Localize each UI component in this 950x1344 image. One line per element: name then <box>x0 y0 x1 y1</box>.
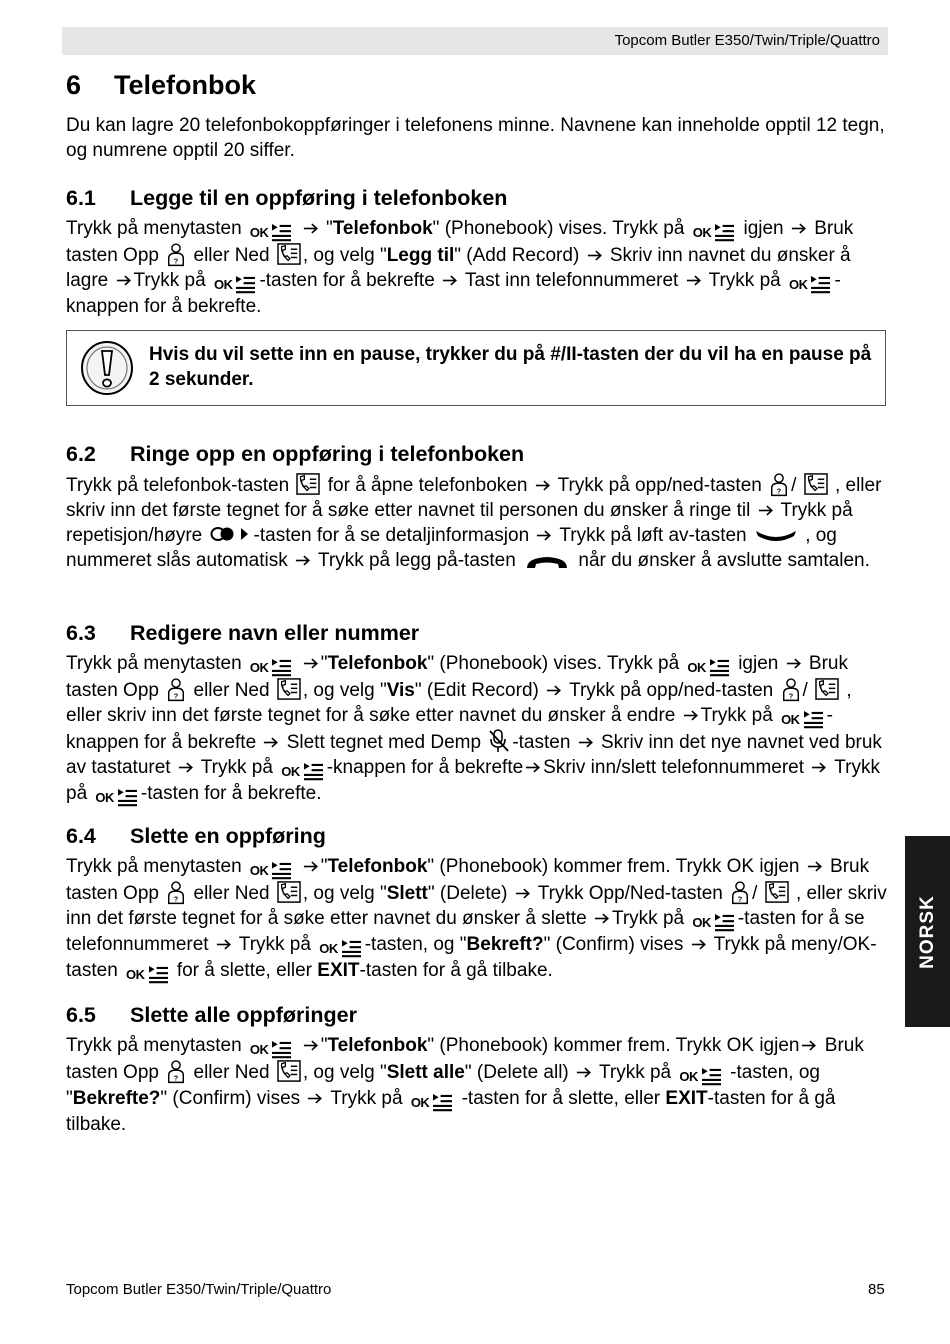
phonebook-icon <box>277 881 301 903</box>
mute-icon <box>488 729 510 753</box>
text-run: EXIT <box>317 960 360 981</box>
text-run: , og velg " <box>302 245 387 266</box>
arrow-icon <box>587 249 603 262</box>
text-run: Bruk tasten Opp <box>66 1035 864 1083</box>
ok-label: OK <box>410 1095 430 1110</box>
text-run: -tasten, og " <box>66 1062 820 1109</box>
text-run: " (Phonebook) vises. Trykk på <box>432 218 685 239</box>
text-run: Trykk på <box>66 757 880 804</box>
up-key-icon <box>769 472 789 497</box>
section-heading-6-5 <box>66 1002 357 1028</box>
text-run: Legg til <box>386 245 455 266</box>
arrow-icon <box>807 860 823 873</box>
text-run: Trykk på telefonbok-tasten <box>66 475 290 496</box>
ok-label: OK <box>692 915 711 930</box>
arrow-icon <box>303 222 319 235</box>
ok-menu-icon <box>319 939 362 958</box>
text-run: -knappen for å bekrefte <box>326 757 524 778</box>
arrow-icon <box>525 761 541 774</box>
section-title: Legge til en oppføring i telefonboken <box>130 186 508 210</box>
text-run: -tasten for å se telefonnummeret <box>66 908 865 955</box>
text-run: , og velg " <box>302 680 387 701</box>
section-title: Ringe opp en oppføring i telefonboken <box>130 442 525 466</box>
text-run: Bekrefte? <box>72 1088 161 1109</box>
text-run: Trykk på <box>598 1062 672 1083</box>
text-run: Skriv inn/slett telefonnummeret <box>543 757 805 778</box>
section-body-6-3 <box>66 651 888 807</box>
text-run: Trykk på opp/ned-tasten <box>569 680 774 701</box>
text-run: Skriv inn navnet du ønsker å lagre <box>66 245 851 291</box>
ok-label: OK <box>249 225 269 240</box>
ok-menu-icon <box>781 710 824 729</box>
text-run: Trykk Opp/Ned-tasten <box>537 883 723 904</box>
phonebook-icon <box>765 881 789 903</box>
ok-label: OK <box>95 790 114 805</box>
text-run: " (Delete all) <box>464 1062 569 1083</box>
section-body-6-5 <box>66 1033 888 1137</box>
ok-label: OK <box>126 967 145 982</box>
text-run: Trykk på <box>133 270 206 291</box>
ok-menu-icon <box>250 223 293 242</box>
phonebook-icon <box>804 473 828 495</box>
text-run: Trykk på <box>238 934 311 955</box>
text-run: Trykk på meny/OK-tasten <box>66 934 877 981</box>
section-body-6-4 <box>66 854 888 984</box>
ok-label: OK <box>788 277 808 292</box>
up-key-icon <box>166 677 186 702</box>
section-title: Redigere navn eller nummer <box>130 621 420 645</box>
text-run: " (Delete) <box>427 883 508 904</box>
phonebook-icon <box>277 1060 301 1082</box>
text-run: / <box>752 883 758 904</box>
text-run: , eller skriv inn det første tegnet for å søke etter navnet til personen du ønsker å ringe til <box>66 475 882 521</box>
chapter-title: Telefonbok <box>114 70 257 100</box>
arrow-icon <box>303 1039 319 1052</box>
phonebook-icon <box>277 678 301 700</box>
text-run: / <box>802 680 808 701</box>
on-hook-icon <box>523 552 571 572</box>
text-run: -tasten for å gå tilbake. <box>359 960 553 981</box>
text-run: for å åpne telefonboken <box>327 475 528 496</box>
ok-label: OK <box>781 712 800 727</box>
text-run: Trykk på repetisjon/høyre <box>66 500 853 546</box>
text-run: eller Ned <box>193 883 270 904</box>
text-run: -knappen for å bekrefte. <box>66 270 841 317</box>
text-run: Skriv inn det nye navnet ved bruk av tastaturet <box>66 732 882 778</box>
text-run: Telefonbok <box>327 1035 428 1056</box>
ok-menu-icon <box>250 1040 293 1059</box>
text-run: Trykk på menytasten <box>66 1035 242 1056</box>
text-run: Telefonbok <box>332 218 433 239</box>
text-run: Tast inn telefonnummeret <box>465 270 679 291</box>
section-number: 6.3 <box>66 621 96 645</box>
arrow-icon <box>691 938 707 951</box>
text-run: " (Edit Record) <box>414 680 539 701</box>
text-run: Telefonbok <box>327 856 428 877</box>
section-number: 6.2 <box>66 442 96 466</box>
arrow-icon <box>811 761 827 774</box>
text-run: igjen <box>743 218 784 239</box>
text-run: -tasten for å slette, eller <box>461 1088 661 1109</box>
text-run: -knappen for å bekrefte <box>66 705 833 753</box>
text-run: Bruk tasten Opp <box>66 218 854 266</box>
note-text: Hvis du vil sette inn en pause, trykker du på #/II-tasten der du vil ha en pause på 2 sekunder. <box>149 344 872 390</box>
text-run: igjen <box>738 653 779 674</box>
chapter-heading <box>66 70 256 101</box>
text-run: Trykk på løft av-tasten <box>559 525 747 546</box>
ok-menu-icon <box>250 658 293 677</box>
ok-menu-icon <box>692 913 735 932</box>
section-heading-6-2 <box>66 441 524 467</box>
ok-menu-icon <box>693 223 736 242</box>
section-number: 6.4 <box>66 824 96 848</box>
text-run: Trykk på <box>330 1088 403 1109</box>
up-key-icon <box>166 880 186 905</box>
arrow-icon <box>263 736 279 749</box>
text-run: for å slette, eller <box>176 960 312 981</box>
arrow-icon <box>801 1039 817 1052</box>
chapter-number: 6 <box>66 70 82 100</box>
exclamation-icon <box>79 339 135 402</box>
text-run: Slett tegnet med Demp <box>286 732 482 753</box>
arrow-icon <box>578 736 594 749</box>
off-hook-icon <box>754 527 798 543</box>
intro-paragraph: Du kan lagre 20 telefonbokoppføringer i telefonens minne. Navnene kan inneholde opptil 12 tegn, og numrene opptil 20 siffer. <box>66 115 885 161</box>
arrow-icon <box>303 657 319 670</box>
arrow-icon <box>216 938 232 951</box>
arrow-icon <box>683 709 699 722</box>
arrow-icon <box>295 554 311 567</box>
ok-label: OK <box>692 225 712 240</box>
text-run: Trykk på <box>708 270 781 291</box>
section-heading-6-4 <box>66 823 326 849</box>
text-run: Trykk på menytasten <box>66 653 242 674</box>
arrow-icon <box>178 761 194 774</box>
note-box <box>66 330 886 406</box>
ok-label: OK <box>249 863 269 878</box>
text-run: " <box>325 218 333 239</box>
page-number: 85 <box>868 1281 885 1298</box>
arrow-icon <box>594 912 610 925</box>
section-body-6-2 <box>66 472 888 573</box>
text-run: Trykk på menytasten <box>66 856 242 877</box>
text-run: " (Add Record) <box>454 245 580 266</box>
up-key-icon <box>781 677 801 702</box>
arrow-icon <box>515 887 531 900</box>
ok-label: OK <box>687 660 706 675</box>
ok-menu-icon <box>789 275 832 294</box>
arrow-icon <box>791 222 807 235</box>
text-run: -tasten, og " <box>364 934 467 955</box>
text-run: / <box>791 475 797 496</box>
text-run: " (Phonebook) kommer frem. Trykk OK igjen <box>427 1035 800 1056</box>
text-run: når du ønsker å avslutte samtalen. <box>578 550 870 571</box>
section-number: 6.1 <box>66 186 96 210</box>
arrow-icon <box>758 504 774 517</box>
ok-label: OK <box>249 660 269 675</box>
text-run: Trykk på <box>200 757 273 778</box>
page-header: Topcom Butler E350/Twin/Triple/Quattro <box>62 27 888 55</box>
language-label: NORSK <box>916 894 938 969</box>
redial-right-icon <box>210 525 252 543</box>
text-run: Bruk tasten Opp <box>66 653 848 701</box>
ok-label: OK <box>213 277 233 292</box>
up-key-icon <box>730 880 750 905</box>
text-run: , og velg " <box>302 883 387 904</box>
phonebook-icon <box>277 243 301 265</box>
text-run: " <box>320 653 328 674</box>
text-run: eller Ned <box>193 1062 270 1083</box>
text-run: , eller skriv inn det første tegnet for å søke etter navnet du ønsker å slette <box>66 883 887 929</box>
text-run: , og nummeret slås automatisk <box>66 525 837 571</box>
language-side-tab <box>905 836 950 1027</box>
arrow-icon <box>303 860 319 873</box>
section-number: 6.5 <box>66 1003 96 1027</box>
ok-menu-icon <box>679 1067 722 1086</box>
text-run: EXIT <box>665 1088 708 1109</box>
arrow-icon <box>307 1092 323 1105</box>
text-run: eller Ned <box>193 680 270 701</box>
text-run: Trykk på <box>700 705 773 726</box>
arrow-icon <box>786 657 802 670</box>
text-run: -tasten for å bekrefte <box>259 270 435 291</box>
text-run: " <box>320 1035 328 1056</box>
text-run: " (Phonebook) vises. Trykk på <box>427 653 680 674</box>
text-run: " <box>320 856 328 877</box>
arrow-icon <box>546 684 562 697</box>
footer-title: Topcom Butler E350/Twin/Triple/Quattro <box>66 1281 332 1298</box>
text-run: -tasten for å se detaljinformasjon <box>253 525 530 546</box>
ok-label: OK <box>249 1042 269 1057</box>
arrow-icon <box>576 1066 592 1079</box>
ok-menu-icon <box>281 762 324 781</box>
phonebook-icon <box>296 473 320 495</box>
ok-menu-icon <box>411 1093 454 1112</box>
text-run: Trykk på opp/ned-tasten <box>557 475 762 496</box>
text-run: Slett alle <box>386 1062 465 1083</box>
text-run: -tasten for å bekrefte. <box>140 783 322 804</box>
text-run: Vis <box>386 680 415 701</box>
section-title: Slette en oppføring <box>130 824 326 848</box>
arrow-icon <box>686 274 702 287</box>
ok-label: OK <box>281 764 300 779</box>
ok-menu-icon <box>95 788 138 807</box>
text-run: eller Ned <box>193 245 270 266</box>
ok-label: OK <box>679 1069 698 1084</box>
text-run: Bruk tasten Opp <box>66 856 870 904</box>
text-run: , og velg " <box>302 1062 387 1083</box>
ok-menu-icon <box>687 658 730 677</box>
text-run: -tasten <box>512 732 571 753</box>
arrow-icon <box>535 479 551 492</box>
text-run: Bekreft? <box>466 934 544 955</box>
ok-menu-icon <box>126 965 169 984</box>
text-run: Trykk på menytasten <box>66 218 242 239</box>
text-run: Telefonbok <box>327 653 428 674</box>
section-heading-6-1 <box>66 185 507 211</box>
text-run: " (Confirm) vises <box>160 1088 301 1109</box>
text-run: " (Phonebook) kommer frem. Trykk OK igjen <box>427 856 800 877</box>
phonebook-icon <box>815 678 839 700</box>
text-run: Trykk på <box>611 908 685 929</box>
arrow-icon <box>536 529 552 542</box>
text-run: Trykk på legg på-tasten <box>317 550 516 571</box>
up-key-icon <box>166 1059 186 1084</box>
up-key-icon <box>166 242 186 267</box>
text-run: " (Confirm) vises <box>543 934 684 955</box>
text-run: Slett <box>386 883 428 904</box>
text-run: -tasten for å gå tilbake. <box>66 1088 836 1135</box>
section-title: Slette alle oppføringer <box>130 1003 357 1027</box>
ok-menu-icon <box>250 861 293 880</box>
text-run: , eller skriv inn det første tegnet for å søke etter navnet du ønsker å endre <box>66 680 852 726</box>
ok-menu-icon <box>214 275 257 294</box>
arrow-icon <box>442 274 458 287</box>
ok-label: OK <box>319 941 338 956</box>
section-heading-6-3 <box>66 620 419 646</box>
arrow-icon <box>116 274 132 287</box>
section-body-6-1 <box>66 216 888 319</box>
